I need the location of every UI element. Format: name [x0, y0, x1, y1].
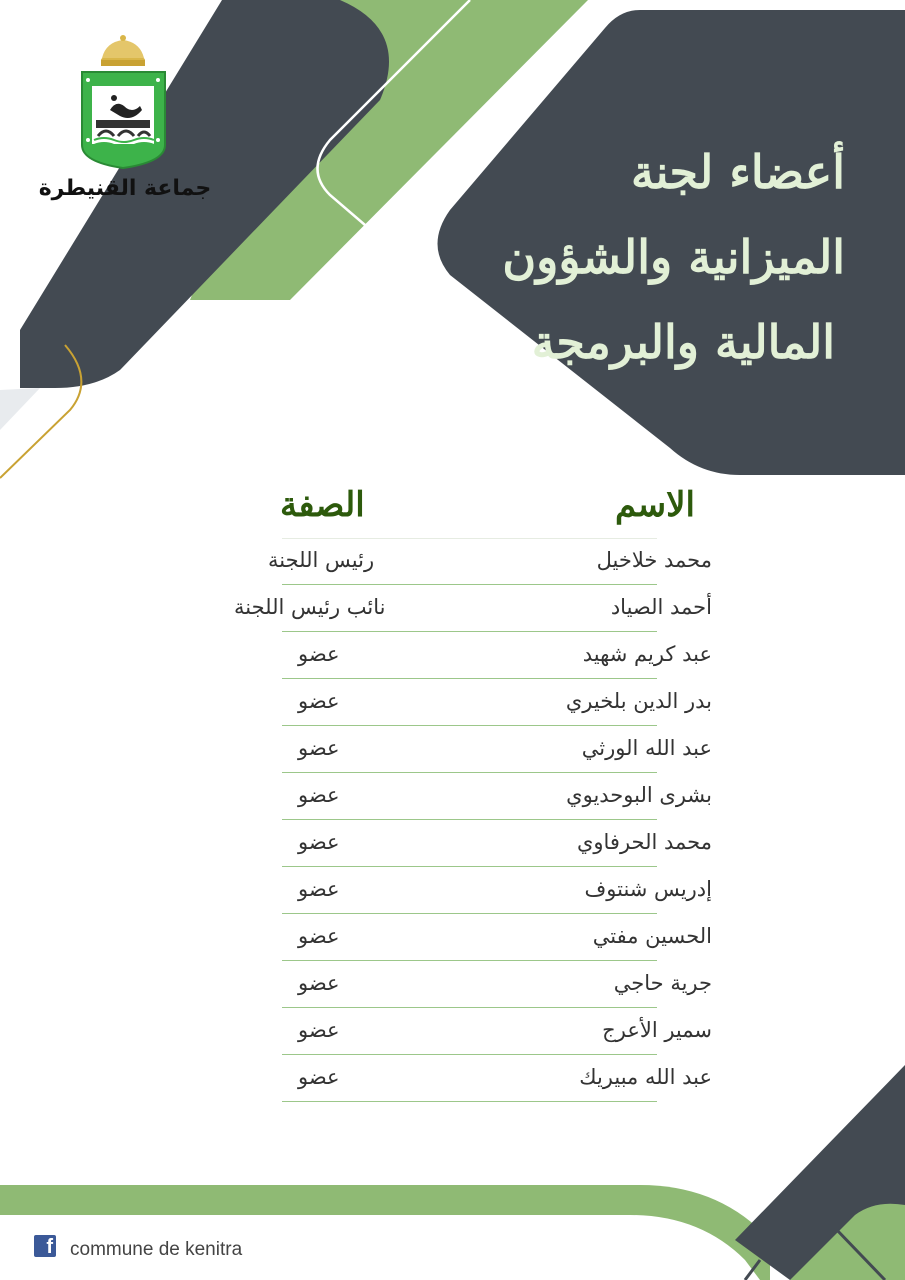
member-role: عضو: [298, 830, 340, 854]
member-role: عضو: [298, 736, 340, 760]
member-role: رئيس اللجنة: [268, 548, 375, 572]
title-line-3: المالية والبرمجة: [531, 315, 835, 369]
table-row: [0, 679, 905, 726]
column-header-role: الصفة: [280, 485, 365, 525]
member-name: إدريس شنتوف: [584, 877, 712, 901]
member-role: عضو: [298, 783, 340, 807]
table-row: [0, 632, 905, 679]
member-role: نائب رئيس اللجنة: [234, 595, 386, 619]
member-role: عضو: [298, 1018, 340, 1042]
member-name: عبد الله مبيريك: [579, 1065, 712, 1089]
column-header-name: الاسم: [615, 485, 695, 525]
member-name: سمير الأعرج: [602, 1018, 712, 1042]
member-role: عضو: [298, 924, 340, 948]
member-role: عضو: [298, 642, 340, 666]
table-row: [0, 538, 905, 585]
title-line-1: أعضاء لجنة: [630, 145, 845, 199]
kenitra-coat-of-arms-logo: [70, 30, 180, 180]
row-divider: [282, 1101, 657, 1102]
table-row: [0, 1055, 905, 1102]
member-name: محمد خلاخيل: [596, 548, 712, 572]
member-name: بدر الدين بلخيري: [565, 689, 712, 713]
member-role: عضو: [298, 689, 340, 713]
page-title: [425, 130, 845, 385]
member-name: محمد الحرفاوي: [576, 830, 712, 854]
member-role: عضو: [298, 1065, 340, 1089]
member-name: أحمد الصياد: [610, 595, 712, 619]
member-role: عضو: [298, 971, 340, 995]
facebook-icon[interactable]: f: [34, 1235, 56, 1257]
member-name: جرية حاجي: [613, 971, 712, 995]
member-name: عبد كريم شهيد: [582, 642, 712, 666]
member-role: عضو: [298, 877, 340, 901]
table-row: [0, 1008, 905, 1055]
table-row: [0, 820, 905, 867]
title-line-2: الميزانية والشؤون: [502, 230, 845, 284]
member-name: الحسين مفتي: [592, 924, 712, 948]
member-name: عبد الله الورثي: [581, 736, 712, 760]
facebook-page-link[interactable]: commune de kenitra: [70, 1239, 243, 1260]
table-row: [0, 773, 905, 820]
member-name: بشرى البوحديوي: [566, 783, 712, 807]
table-row: [0, 585, 905, 632]
table-row: [0, 914, 905, 961]
logo-caption: جماعة القنيطرة: [38, 176, 212, 201]
table-row: [0, 961, 905, 1008]
table-row: [0, 726, 905, 773]
table-row: [0, 867, 905, 914]
